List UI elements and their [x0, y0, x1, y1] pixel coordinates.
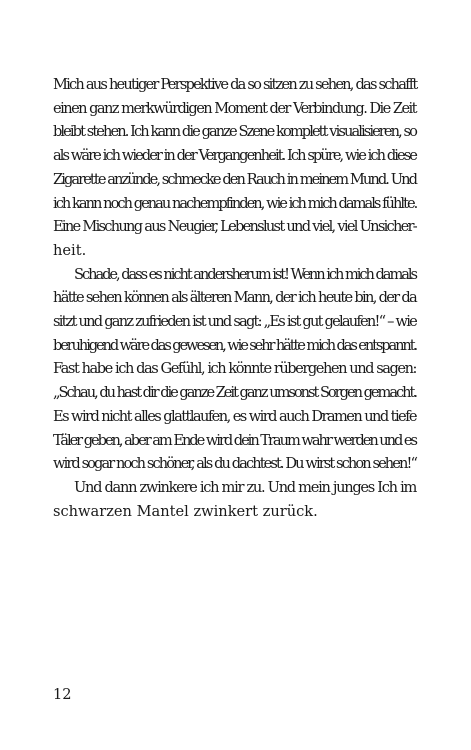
text-line: Es wird nicht alles glattlaufen, es wird auch Dramen und tiefe [53, 407, 416, 425]
text-line: Täler geben, aber am Ende wird dein Traum wahr werden und es [53, 431, 416, 449]
text-line: heit. [53, 241, 87, 259]
text-line: beruhigend wäre das gewesen, wie sehr hätte mich das entspannt. [53, 336, 416, 354]
paragraph-1 [53, 73, 416, 263]
text-line: Fast habe ich das Gefühl, ich könnte rübergehen und sagen: [53, 360, 416, 378]
text-line: als wäre ich wieder in der Vergangenheit. Ich spüre, wie ich diese [53, 147, 416, 165]
text-line: Mich aus heutiger Perspektive da so sitzen zu sehen, das schafft [53, 76, 417, 93]
paragraph-3 [53, 476, 416, 523]
text-line: ich kann noch genau nachempfinden, wie ich mich damals fühlte. [53, 194, 417, 212]
text-line: bleibt stehen. Ich kann die ganze Szene komplett visualisieren, so [53, 123, 416, 141]
text-line: Schade, dass es nicht andersherum ist! Wenn ich mich damals [74, 265, 416, 283]
text-line: Eine Mischung aus Neugier, Lebenslust und viel, viel Unsicher- [53, 218, 416, 236]
text-line: wird sogar noch schöner, als du dachtest. Du wirst schon sehen!“ [53, 455, 417, 473]
text-line: Zigarette anzünde, schmecke den Rauch in meinem Mund. Und [53, 170, 416, 188]
body-text [53, 73, 416, 523]
text-line: „Schau, du hast dir die ganze Zeit ganz umsonst Sorgen gemacht. [53, 384, 416, 402]
text-line: einen ganz merkwürdigen Moment der Verbindung. Die Zeit [53, 99, 416, 117]
page-number: 12 [53, 686, 72, 703]
text-line: hätte sehen können als älteren Mann, der ich heute bin, der da [53, 289, 416, 307]
text-line: Und dann zwinkere ich mir zu. Und mein junges Ich im [74, 478, 416, 496]
paragraph-2 [53, 263, 416, 476]
text-line: schwarzen Mantel zwinkert zurück. [53, 502, 318, 520]
text-line: sitzt und ganz zufrieden ist und sagt: „Es ist gut gelaufen!“ – wie [53, 313, 417, 331]
